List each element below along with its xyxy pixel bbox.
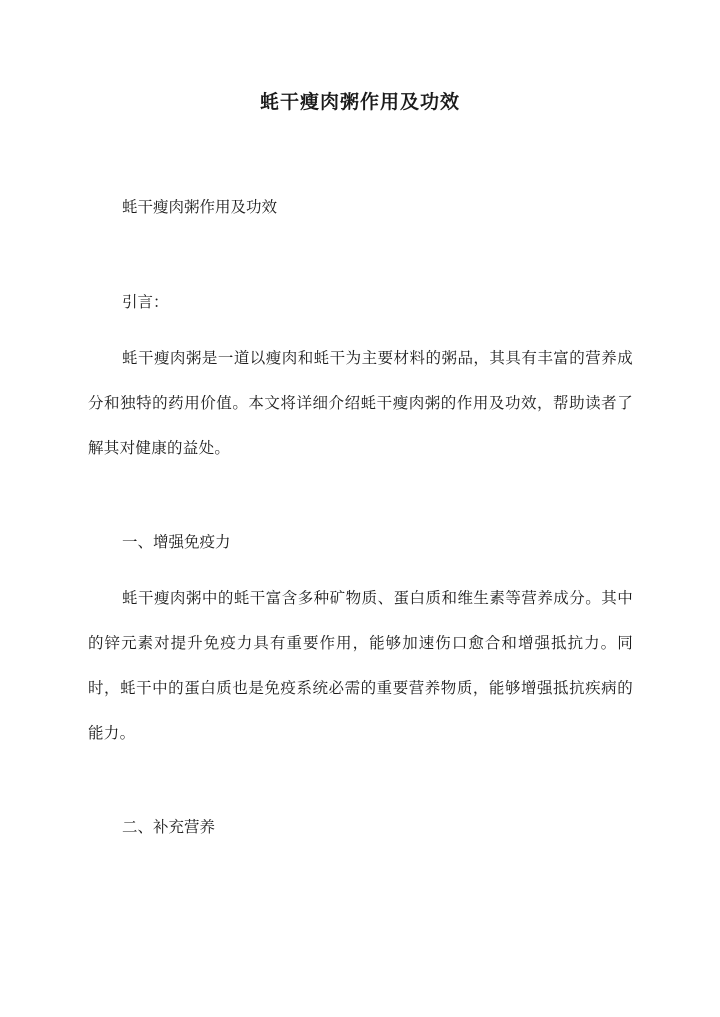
section-paragraph-immunity: 蚝干瘦肉粥中的蚝干富含多种矿物质、蛋白质和维生素等营养成分。其中的锌元素对提升免疫力具有重要作用，能够加速伤口愈合和增强抵抗力。同时，蚝干中的蛋白质也是免疫系统必需的重要营养物质，能够增强抵抗疾病的能力。 [88, 589, 633, 742]
document-subtitle: 蚝干瘦肉粥作用及功效 [122, 198, 278, 216]
intro-paragraph: 蚝干瘦肉粥是一道以瘦肉和蚝干为主要材料的粥品，其具有丰富的营养成分和独特的药用价值。本文将详细介绍蚝干瘦肉粥的作用及功效，帮助读者了解其对健康的益处。 [88, 349, 633, 457]
intro-label: 引言： [122, 293, 169, 311]
section-heading-immunity: 一、增强免疫力 [122, 533, 231, 551]
section-heading-nutrition: 二、补充营养 [122, 818, 216, 836]
document-title: 蚝干瘦肉粥作用及功效 [259, 91, 460, 113]
